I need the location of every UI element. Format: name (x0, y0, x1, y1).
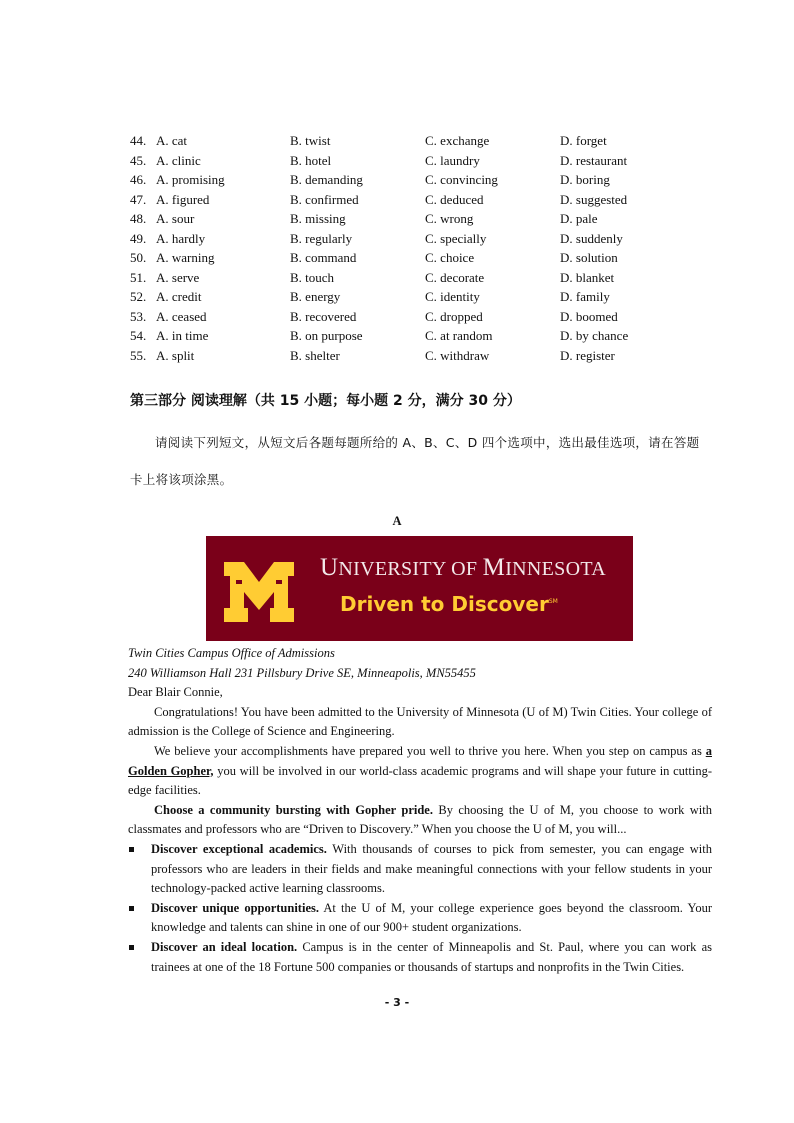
option-c: C. withdraw (425, 347, 490, 363)
option-row (130, 287, 680, 307)
option-a: A. promising (156, 172, 225, 187)
option-c: C. dropped (425, 308, 483, 324)
option-c: C. decorate (425, 269, 485, 285)
option-b: B. demanding (290, 172, 363, 187)
letter-paragraph-1: Congratulations! You have been admitted to the University of Minnesota (U of M) Twin Cities. Your college of admission is the College of Science and Engineering. (128, 704, 712, 739)
option-row (130, 170, 680, 190)
option-a: A. clinic (156, 152, 201, 168)
option-d: D. register (560, 347, 615, 363)
banner-tagline: Driven to Discover℠ (340, 592, 558, 616)
option-a: A. sour (156, 211, 195, 226)
option-c: C. specially (425, 230, 487, 246)
option-row (130, 190, 680, 210)
option-d: D. suddenly (560, 230, 623, 246)
option-a: A. figured (156, 191, 210, 207)
option-c: C. exchange (425, 133, 490, 148)
option-b: B. confirmed (290, 191, 359, 207)
option-c: C. wrong (425, 211, 474, 226)
admission-letter (128, 644, 712, 977)
option-d: D. boomed (560, 308, 618, 324)
option-row (130, 229, 680, 249)
discover-list-item: Discover an ideal location. Campus is in the center of Minneapolis and St. Paul, where you can work as trainees at one of the 18 Fortune 500 companies or thousands of startups and nonprofits in the Twin Cities. (128, 938, 712, 977)
letter-salutation: Dear Blair Connie, (128, 685, 223, 700)
bullet-square-icon (129, 906, 134, 911)
question-number: 50. (130, 250, 147, 265)
question-number: 45. (130, 152, 147, 168)
option-row (130, 248, 680, 268)
option-a: A. serve (156, 269, 200, 285)
option-b: B. command (290, 250, 357, 265)
reading-instructions: 请阅读下列短文，从短文后各题每题所给的 A、B、C、D 四个选项中，选出最佳选项，请在答题卡上将该项涂黑。 (130, 435, 700, 487)
block-m-logo (218, 562, 300, 622)
option-row (130, 151, 680, 171)
option-a: A. credit (156, 289, 202, 304)
option-c: C. laundry (425, 152, 480, 168)
option-b: B. touch (290, 269, 335, 285)
option-b: B. on purpose (290, 328, 363, 343)
service-mark: SM (548, 598, 558, 605)
question-number: 44. (130, 133, 147, 148)
bullet-square-icon (129, 847, 134, 852)
passage-label: A (392, 514, 402, 528)
option-a: A. split (156, 347, 195, 363)
option-a: A. in time (156, 328, 209, 343)
option-d: D. solution (560, 250, 618, 265)
page-number: - 3 - (384, 996, 410, 1009)
option-b: B. energy (290, 289, 341, 304)
option-b: B. regularly (290, 230, 353, 246)
options-table (130, 131, 680, 365)
university-banner (206, 536, 633, 641)
option-a: A. ceased (156, 308, 207, 324)
option-d: D. suggested (560, 191, 628, 207)
option-b: B. hotel (290, 152, 332, 168)
question-number: 46. (130, 172, 147, 187)
option-row (130, 346, 680, 366)
discover-list-item: Discover exceptional academics. With thousands of courses to pick from semester, you can engage with professors who are leaders in their fields and make meaningful connections with your fellow students in your technology-packed active learning classrooms. (128, 840, 712, 899)
golden-gopher-phrase: a Golden Gopher, (128, 743, 712, 778)
option-row (130, 131, 680, 151)
option-a: A. warning (156, 250, 215, 265)
option-b: B. shelter (290, 347, 340, 363)
discover-list-item: Discover unique opportunities. At the U of M, your college experience goes beyond the classroom. Your knowledge and talents can shine in one of our 900+ student organizations. (128, 899, 712, 938)
option-row (130, 307, 680, 327)
discover-list (128, 840, 712, 977)
option-row (130, 326, 680, 346)
option-c: C. deduced (425, 191, 484, 207)
option-c: C. at random (425, 328, 493, 343)
bullet-square-icon (129, 945, 134, 950)
question-number: 54. (130, 328, 147, 343)
section-heading: 第三部分 阅读理解（共 15 小题；每小题 2 分，满分 30 分） (130, 393, 521, 409)
option-d: D. boring (560, 172, 610, 187)
question-number: 48. (130, 211, 147, 226)
question-number: 47. (130, 191, 147, 207)
option-b: B. missing (290, 211, 346, 226)
letter-paragraph-2: We believe your accomplishments have prepared you well to thrive you here. When you step on campus as a Golden Gopher, you will be involved in our world-class academic programs and will shape your future in cutting-edge facilities. (128, 743, 712, 798)
option-c: C. choice (425, 250, 475, 265)
question-number: 53. (130, 308, 147, 324)
question-number: 51. (130, 269, 147, 285)
option-row (130, 268, 680, 288)
banner-title: UNIVERSITY OF MINNESOTA (320, 554, 606, 581)
question-number: 52. (130, 289, 147, 304)
letter-paragraph-3: Choose a community bursting with Gopher pride. By choosing the U of M, you choose to work with classmates and professors who are “Driven to Discovery.” When you choose the U of M, you will... (128, 802, 712, 837)
option-d: D. forget (560, 133, 607, 148)
letter-address: 240 Williamson Hall 231 Pillsbury Drive SE, Minneapolis, MN55455 (128, 665, 476, 680)
letter-office: Twin Cities Campus Office of Admissions (128, 646, 335, 660)
option-d: D. pale (560, 211, 598, 226)
option-d: D. by chance (560, 328, 629, 343)
option-d: D. family (560, 289, 610, 304)
question-number: 49. (130, 230, 147, 246)
option-d: D. restaurant (560, 152, 628, 168)
question-number: 55. (130, 347, 147, 363)
option-b: B. twist (290, 133, 331, 148)
option-a: A. hardly (156, 230, 206, 246)
option-c: C. convincing (425, 172, 498, 187)
option-a: A. cat (156, 133, 188, 148)
option-b: B. recovered (290, 308, 357, 324)
option-row (130, 209, 680, 229)
option-d: D. blanket (560, 269, 615, 285)
option-c: C. identity (425, 289, 480, 304)
